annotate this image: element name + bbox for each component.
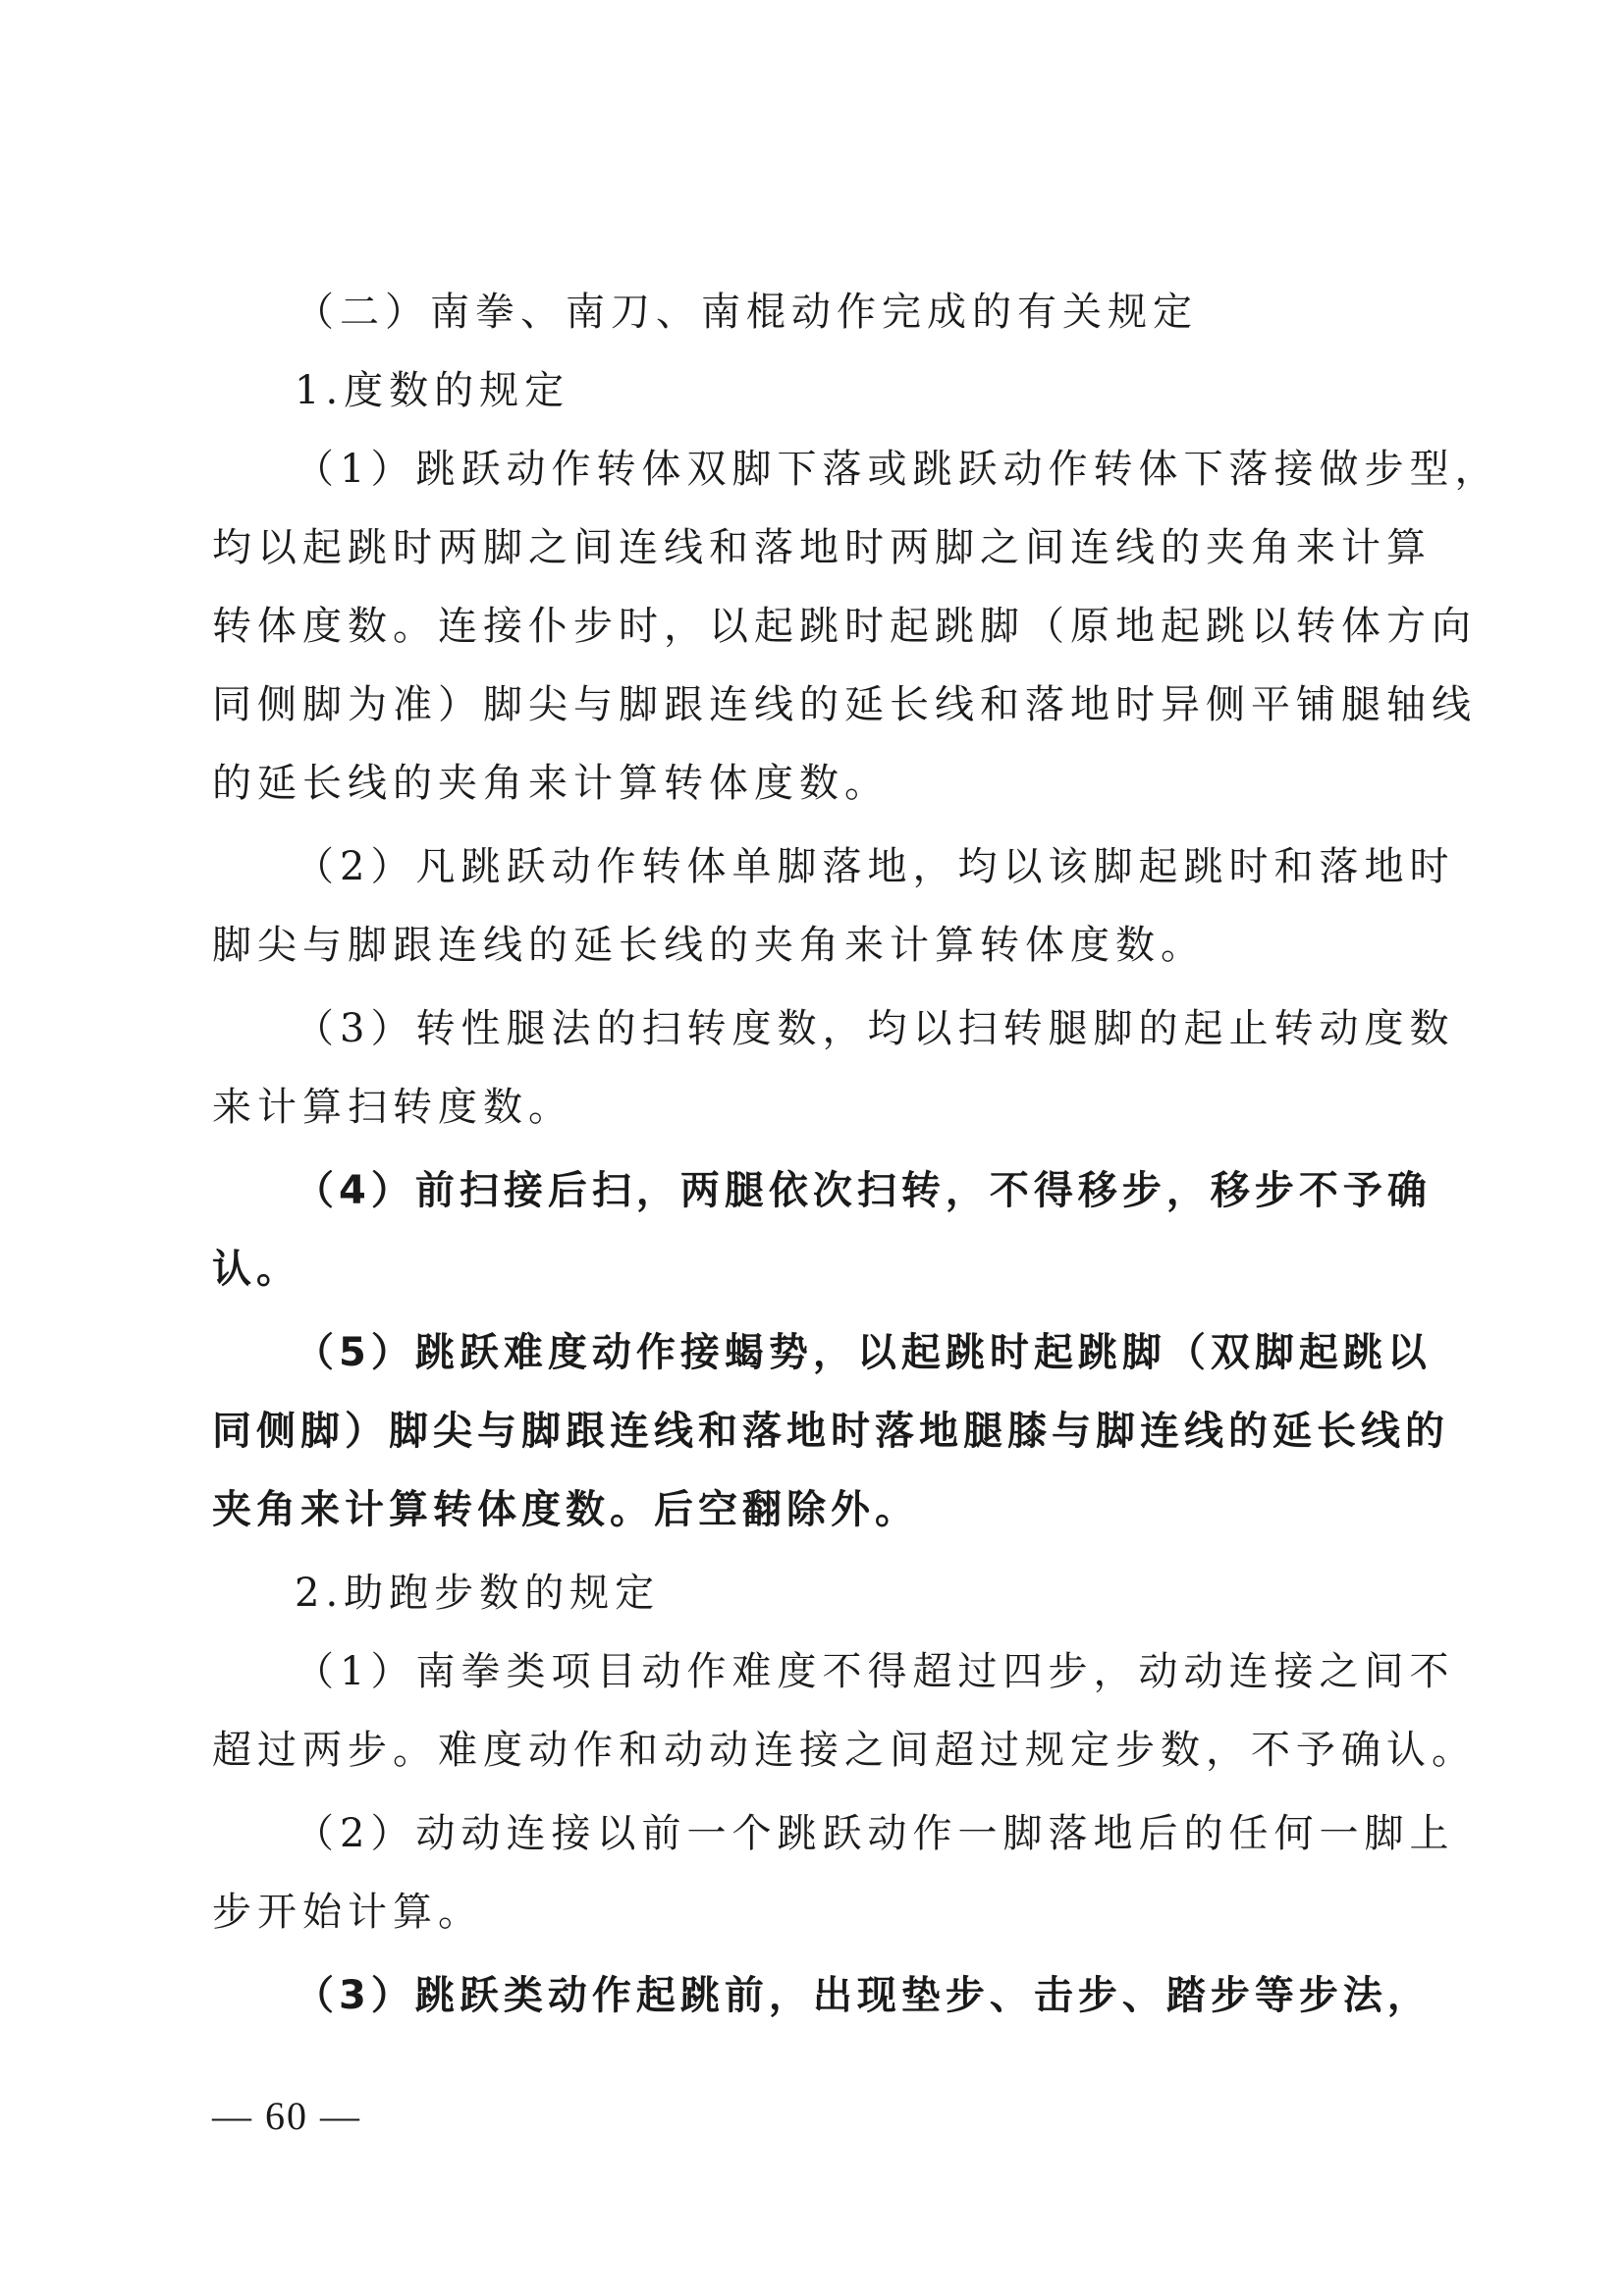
bold-paragraph-line: （5）跳跃难度动作接蝎势，以起跳时起跳脚（双脚起跳以 bbox=[295, 1330, 1432, 1375]
bold-paragraph-line: 认。 bbox=[212, 1247, 300, 1292]
paragraph-line: （3）转性腿法的扫转度数，均以扫转腿脚的起止转动度数 bbox=[295, 1006, 1455, 1051]
bold-paragraph-line: 同侧脚）脚尖与脚跟连线和落地时落地腿膝与脚连线的延长线的 bbox=[212, 1409, 1449, 1454]
paragraph-line: 步开始计算。 bbox=[212, 1890, 483, 1935]
paragraph-line: 来计算扫转度数。 bbox=[212, 1085, 573, 1130]
paragraph-line: 脚尖与脚跟连线的延长线的夹角来计算转体度数。 bbox=[212, 923, 1206, 968]
paragraph-line: 超过两步。难度动作和动动连接之间超过规定步数，不予确认。 bbox=[212, 1728, 1477, 1773]
paragraph-line: 的延长线的夹角来计算转体度数。 bbox=[212, 761, 890, 806]
paragraph-line: 同侧脚为准）脚尖与脚跟连线的延长线和落地时异侧平铺腿轴线 bbox=[212, 682, 1477, 727]
subsection-heading-degrees: 1.度数的规定 bbox=[295, 368, 570, 413]
paragraph-line: （2）动动连接以前一个跳跃动作一脚落地后的任何一脚上 bbox=[295, 1811, 1455, 1856]
subsection-heading-run-up: 2.助跑步数的规定 bbox=[295, 1571, 661, 1616]
paragraph-line: 转体度数。连接仆步时，以起跳时起跳脚（原地起跳以转体方向 bbox=[212, 604, 1477, 649]
paragraph-line: （1）跳跃动作转体双脚下落或跳跃动作转体下落接做步型， bbox=[295, 447, 1500, 492]
page-number: — 60 — bbox=[212, 2094, 361, 2138]
paragraph-line: 均以起跳时两脚之间连线和落地时两脚之间连线的夹角来计算 bbox=[212, 525, 1432, 570]
bold-paragraph-line: （4）前扫接后扫，两腿依次扫转，不得移步，移步不予确 bbox=[295, 1168, 1432, 1213]
bold-paragraph-line: 夹角来计算转体度数。后空翻除外。 bbox=[212, 1487, 919, 1532]
bold-paragraph-line: （3）跳跃类动作起跳前，出现垫步、击步、踏步等步法， bbox=[295, 1973, 1432, 2018]
paragraph-line: （1）南拳类项目动作难度不得超过四步，动动连接之间不 bbox=[295, 1649, 1455, 1694]
section-heading: （二）南拳、南刀、南棍动作完成的有关规定 bbox=[295, 290, 1198, 335]
paragraph-line: （2）凡跳跃动作转体单脚落地，均以该脚起跳时和落地时 bbox=[295, 844, 1455, 889]
